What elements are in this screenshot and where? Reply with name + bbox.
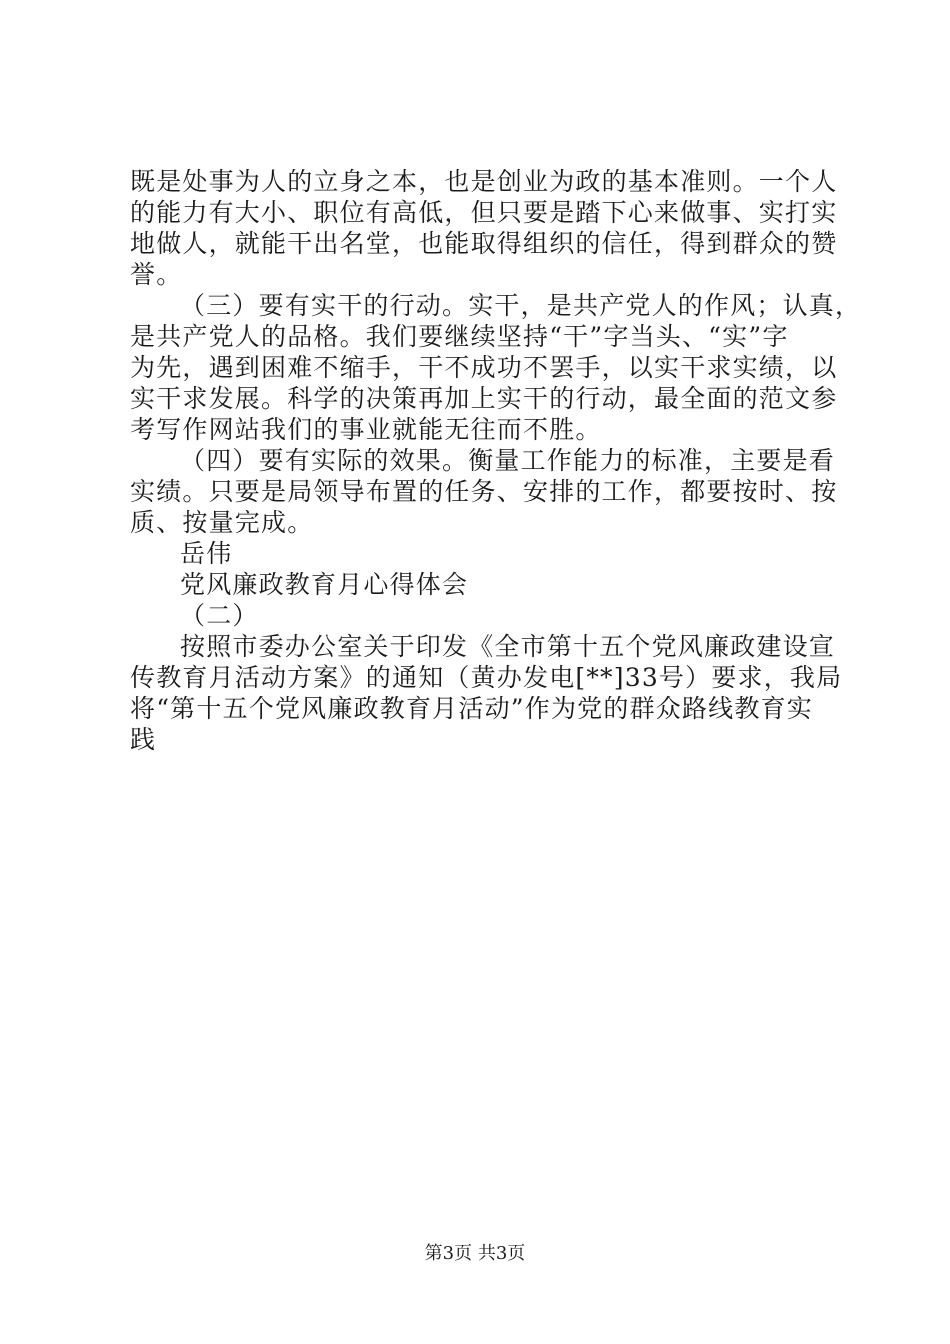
text-line: 践 xyxy=(130,725,157,754)
text-line: 的能力有大小、职位有高低，但只要是踏下心来做事、实打实 xyxy=(130,198,838,227)
article-title: 党风廉政教育月心得体会 xyxy=(180,570,469,599)
document-body xyxy=(130,166,862,755)
text-line: 既是处事为人的立身之本，也是创业为政的基本准则。一个人 xyxy=(130,167,838,196)
text-line: 考写作网站我们的事业就能无往而不胜。 xyxy=(130,415,602,444)
text-line: 质、按量完成。 xyxy=(130,508,314,537)
text-line: 实干求发展。科学的决策再加上实干的行动，最全面的范文参 xyxy=(130,384,838,413)
paragraph-3-heading-line: （三）要有实干的行动。实干，是共产党人的作风；认真， xyxy=(180,291,862,320)
text-line: 地做人，就能干出名堂，也能取得组织的信任，得到群众的赞 xyxy=(130,229,838,258)
text-line: 按照市委办公室关于印发《全市第十五个党风廉政建设宣 xyxy=(180,632,836,661)
article-section-number: （二） xyxy=(180,601,259,630)
text-line: 实绩。只要是局领导布置的任务、安排的工作，都要按时、按 xyxy=(130,477,838,506)
text-line: 将“第十五个党风廉政教育月活动”作为党的群众路线教育实 xyxy=(130,694,813,723)
text-line: 是共产党人的品格。我们要继续坚持“干”字当头、“实”字 xyxy=(130,322,789,351)
text-line: 为先，遇到困难不缩手，干不成功不罢手，以实干求实绩，以 xyxy=(130,353,838,382)
page-number-footer: 第3页 共3页 xyxy=(424,1243,526,1264)
text-line: 传教育月活动方案》的通知（黄办发电[**]33号）要求，我局 xyxy=(130,663,843,692)
paragraph-4-heading-line: （四）要有实际的效果。衡量工作能力的标准，主要是看 xyxy=(180,446,836,475)
text-line: 誉。 xyxy=(130,260,183,289)
author-name: 岳伟 xyxy=(180,539,233,568)
